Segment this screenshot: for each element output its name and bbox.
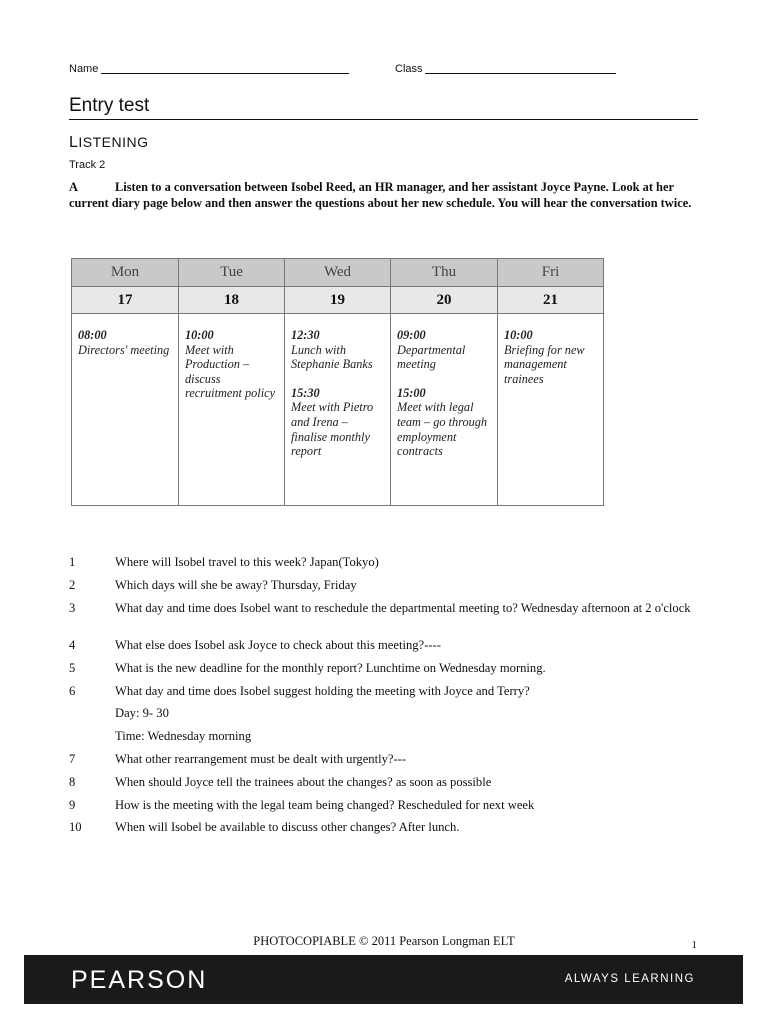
title-divider — [69, 119, 698, 120]
track-label: Track 2 — [69, 159, 106, 171]
question-3 — [69, 601, 709, 616]
entries-tue — [179, 314, 285, 506]
instruction-text: Listen to a conversation between Isobel Reed, an HR manager, and her assistant Joyce Payne. Look at her current diary page below and then answer the questions about her new schedule. You will hear the conversation twice. — [69, 180, 692, 210]
question-text: What other rearrangement must be dealt with urgently?--- — [115, 752, 407, 766]
day-header-tue: Tue — [179, 259, 285, 287]
question-number: 10 — [69, 820, 82, 834]
date-thu: 20 — [391, 287, 498, 314]
entry-time: 12:30 — [291, 328, 320, 342]
brand-tagline: ALWAYS LEARNING — [564, 973, 695, 985]
entry-time: 08:00 — [78, 328, 107, 342]
question-5 — [69, 661, 709, 676]
copyright-notice: PHOTOCOPIABLE © 2011 Pearson Longman ELT — [253, 934, 515, 948]
question-number: 2 — [69, 578, 76, 592]
diary-day-row — [72, 259, 604, 287]
q6-time-answer: Time: Wednesday morning — [115, 729, 252, 743]
question-2 — [69, 578, 709, 593]
entry-text: Briefing for new management trainees — [504, 342, 585, 386]
entry-text: Departmental meeting — [397, 342, 466, 372]
question-text: How is the meeting with the legal team being changed? Rescheduled for next week — [115, 798, 535, 812]
entry-time: 15:30 — [291, 385, 320, 400]
question-10 — [69, 820, 709, 835]
footer-brand-bar — [24, 955, 743, 1004]
question-text: Where will Isobel travel to this week? Japan(Tokyo) — [115, 555, 379, 569]
question-number: 4 — [69, 638, 76, 652]
entry-time: 10:00 — [185, 328, 214, 342]
page-number: 1 — [691, 939, 697, 951]
day-header-thu: Thu — [391, 259, 498, 287]
entry-text: Directors' meeting — [78, 342, 170, 357]
pearson-logo: PEARSON — [71, 966, 208, 994]
question-text: When should Joyce tell the trainees about the changes? as soon as possible — [115, 775, 492, 789]
instruction — [69, 180, 699, 211]
day-header-wed: Wed — [285, 259, 391, 287]
question-number: 3 — [69, 601, 76, 615]
date-fri: 21 — [498, 287, 604, 314]
entry-text: Meet with legal team – go through employment contracts — [397, 400, 488, 459]
date-mon: 17 — [72, 287, 179, 314]
question-text: When will Isobel be available to discuss other changes? After lunch. — [115, 820, 460, 834]
question-7 — [69, 752, 709, 767]
date-tue: 18 — [179, 287, 285, 314]
question-number: 1 — [69, 555, 76, 569]
question-text: Which days will she be away? Thursday, Friday — [115, 578, 357, 592]
diary-date-row — [72, 287, 604, 314]
question-text: What is the new deadline for the monthly report? Lunchtime on Wednesday morning. — [115, 661, 546, 675]
section-heading-rest: ISTENING — [78, 134, 149, 150]
question-6 — [69, 684, 709, 699]
entries-fri — [498, 314, 604, 506]
entry-time: 10:00 — [504, 328, 533, 342]
entry-text: Lunch with Stephanie Banks — [291, 342, 373, 372]
section-heading — [69, 134, 149, 152]
question-text: What else does Isobel ask Joyce to check about this meeting?---- — [115, 638, 441, 652]
diary-table — [71, 258, 604, 506]
entry-time: 15:00 — [397, 385, 426, 400]
question-number: 5 — [69, 661, 76, 675]
question-4 — [69, 638, 709, 653]
entry-text: Meet with Production – discuss recruitment policy — [185, 342, 276, 401]
page-title: Entry test — [69, 95, 150, 116]
question-number: 8 — [69, 775, 76, 789]
question-text: What day and time does Isobel want to reschedule the departmental meeting to? Wednesday afternoon at 2 o'clock — [115, 601, 691, 615]
name-label: Name — [69, 63, 99, 75]
entries-wed — [285, 314, 391, 506]
day-header-mon: Mon — [72, 259, 179, 287]
entry-text: Meet with Pietro and Irena – finalise monthly report — [291, 400, 374, 459]
question-number: 7 — [69, 752, 76, 766]
day-header-fri: Fri — [498, 259, 604, 287]
entries-mon — [72, 314, 179, 506]
entries-thu — [391, 314, 498, 506]
date-wed: 19 — [285, 287, 391, 314]
question-9 — [69, 798, 709, 813]
question-number: 6 — [69, 684, 76, 698]
q6-day-answer: Day: 9- 30 — [115, 706, 169, 720]
diary-entries-row — [72, 314, 604, 506]
question-1 — [69, 555, 709, 570]
question-8 — [69, 775, 709, 790]
entry-time: 09:00 — [397, 328, 426, 342]
instruction-letter: A — [69, 180, 78, 194]
class-field-line — [425, 63, 616, 74]
name-field-line — [101, 63, 349, 74]
question-text: What day and time does Isobel suggest holding the meeting with Joyce and Terry? — [115, 684, 530, 698]
class-label: Class — [395, 63, 423, 75]
section-heading-initial: L — [69, 134, 79, 151]
question-number: 9 — [69, 798, 76, 812]
